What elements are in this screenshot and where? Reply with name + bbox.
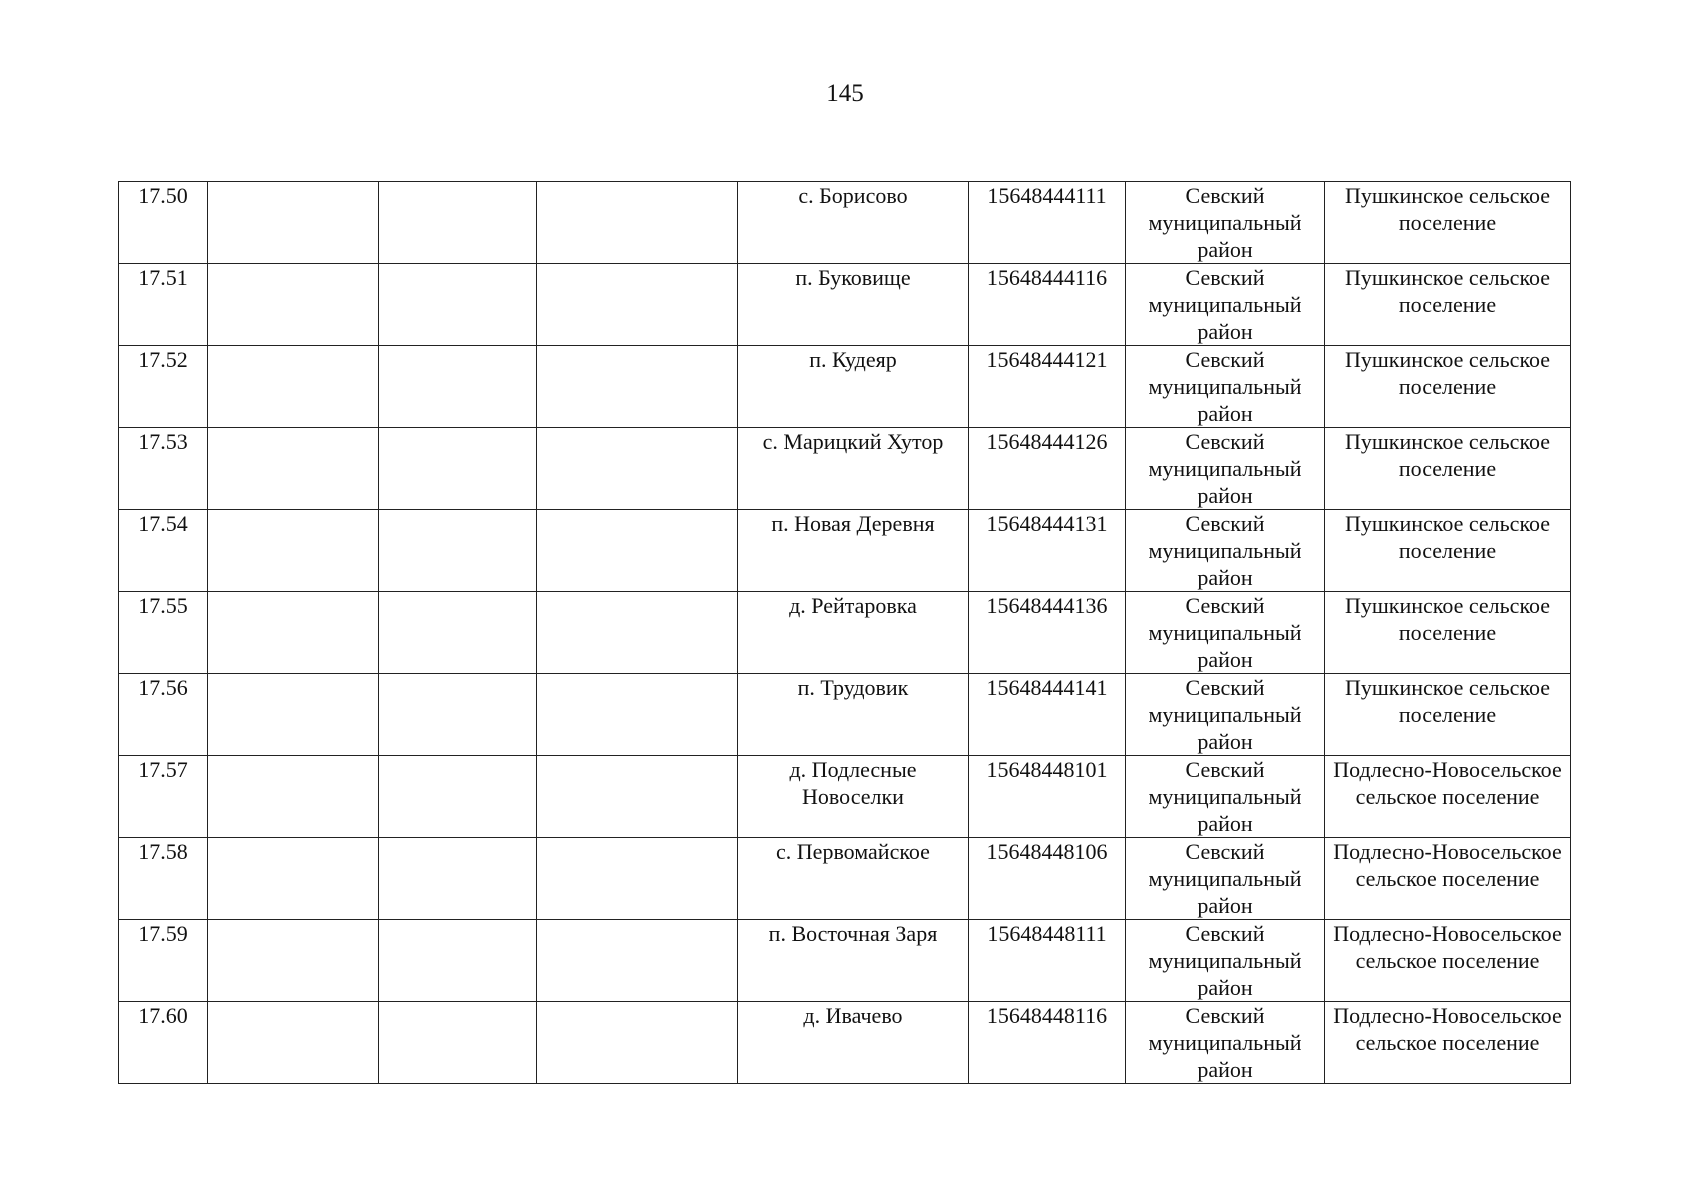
district-cell: Севский муниципальный район [1126, 182, 1325, 264]
locality-name-cell: с. Марицкий Хутор [738, 428, 969, 510]
empty-cell-2 [379, 838, 537, 920]
row-number-cell: 17.56 [119, 674, 208, 756]
locality-name-cell: д. Подлесные Новоселки [738, 756, 969, 838]
row-number-cell: 17.52 [119, 346, 208, 428]
empty-cell-3 [537, 838, 738, 920]
table-row [119, 1002, 1571, 1084]
empty-cell-1 [208, 182, 379, 264]
district-cell: Севский муниципальный район [1126, 838, 1325, 920]
locality-code-cell: 15648448116 [969, 1002, 1126, 1084]
empty-cell-1 [208, 674, 379, 756]
row-number-cell: 17.50 [119, 182, 208, 264]
empty-cell-2 [379, 1002, 537, 1084]
empty-cell-1 [208, 510, 379, 592]
empty-cell-3 [537, 756, 738, 838]
district-cell: Севский муниципальный район [1126, 264, 1325, 346]
locality-code-cell: 15648448101 [969, 756, 1126, 838]
row-number-cell: 17.53 [119, 428, 208, 510]
locality-code-cell: 15648448111 [969, 920, 1126, 1002]
locality-name-cell: д. Рейтаровка [738, 592, 969, 674]
settlements-table [118, 181, 1571, 1084]
empty-cell-3 [537, 428, 738, 510]
locality-code-cell: 15648444121 [969, 346, 1126, 428]
settlement-cell: Пушкинское сельское поселение [1325, 510, 1571, 592]
locality-code-cell: 15648448106 [969, 838, 1126, 920]
settlement-cell: Подлесно-Новосельское сельское поселение [1325, 1002, 1571, 1084]
settlement-cell: Пушкинское сельское поселение [1325, 346, 1571, 428]
empty-cell-3 [537, 920, 738, 1002]
table-row [119, 838, 1571, 920]
locality-code-cell: 15648444131 [969, 510, 1126, 592]
empty-cell-2 [379, 674, 537, 756]
district-cell: Севский муниципальный район [1126, 1002, 1325, 1084]
table-row [119, 756, 1571, 838]
settlement-cell: Подлесно-Новосельское сельское поселение [1325, 920, 1571, 1002]
row-number-cell: 17.57 [119, 756, 208, 838]
empty-cell-2 [379, 756, 537, 838]
empty-cell-3 [537, 592, 738, 674]
settlement-cell: Пушкинское сельское поселение [1325, 182, 1571, 264]
settlement-cell: Подлесно-Новосельское сельское поселение [1325, 756, 1571, 838]
district-cell: Севский муниципальный район [1126, 428, 1325, 510]
empty-cell-3 [537, 674, 738, 756]
table-row [119, 182, 1571, 264]
locality-code-cell: 15648444136 [969, 592, 1126, 674]
empty-cell-1 [208, 346, 379, 428]
table-row [119, 592, 1571, 674]
settlement-cell: Пушкинское сельское поселение [1325, 592, 1571, 674]
empty-cell-3 [537, 264, 738, 346]
table-row [119, 920, 1571, 1002]
empty-cell-1 [208, 592, 379, 674]
empty-cell-3 [537, 510, 738, 592]
row-number-cell: 17.60 [119, 1002, 208, 1084]
empty-cell-3 [537, 1002, 738, 1084]
locality-code-cell: 15648444141 [969, 674, 1126, 756]
table-row [119, 510, 1571, 592]
table-row [119, 428, 1571, 510]
empty-cell-1 [208, 428, 379, 510]
table-row [119, 264, 1571, 346]
empty-cell-2 [379, 510, 537, 592]
locality-name-cell: п. Трудовик [738, 674, 969, 756]
empty-cell-1 [208, 920, 379, 1002]
empty-cell-2 [379, 346, 537, 428]
empty-cell-1 [208, 1002, 379, 1084]
empty-cell-2 [379, 264, 537, 346]
settlement-cell: Пушкинское сельское поселение [1325, 428, 1571, 510]
row-number-cell: 17.54 [119, 510, 208, 592]
locality-code-cell: 15648444116 [969, 264, 1126, 346]
empty-cell-2 [379, 592, 537, 674]
district-cell: Севский муниципальный район [1126, 756, 1325, 838]
locality-name-cell: п. Буковище [738, 264, 969, 346]
empty-cell-2 [379, 920, 537, 1002]
locality-name-cell: с. Первомайское [738, 838, 969, 920]
empty-cell-1 [208, 756, 379, 838]
empty-cell-3 [537, 346, 738, 428]
settlement-cell: Пушкинское сельское поселение [1325, 264, 1571, 346]
locality-name-cell: с. Борисово [738, 182, 969, 264]
locality-name-cell: п. Новая Деревня [738, 510, 969, 592]
settlement-cell: Пушкинское сельское поселение [1325, 674, 1571, 756]
district-cell: Севский муниципальный район [1126, 346, 1325, 428]
locality-code-cell: 15648444111 [969, 182, 1126, 264]
locality-name-cell: п. Кудеяр [738, 346, 969, 428]
page-number: 145 [826, 80, 864, 107]
row-number-cell: 17.59 [119, 920, 208, 1002]
table-row [119, 674, 1571, 756]
district-cell: Севский муниципальный район [1126, 592, 1325, 674]
district-cell: Севский муниципальный район [1126, 510, 1325, 592]
row-number-cell: 17.58 [119, 838, 208, 920]
table-row [119, 346, 1571, 428]
locality-name-cell: п. Восточная Заря [738, 920, 969, 1002]
empty-cell-2 [379, 182, 537, 264]
locality-name-cell: д. Ивачево [738, 1002, 969, 1084]
empty-cell-2 [379, 428, 537, 510]
empty-cell-3 [537, 182, 738, 264]
empty-cell-1 [208, 264, 379, 346]
row-number-cell: 17.55 [119, 592, 208, 674]
district-cell: Севский муниципальный район [1126, 920, 1325, 1002]
empty-cell-1 [208, 838, 379, 920]
district-cell: Севский муниципальный район [1126, 674, 1325, 756]
row-number-cell: 17.51 [119, 264, 208, 346]
settlement-cell: Подлесно-Новосельское сельское поселение [1325, 838, 1571, 920]
locality-code-cell: 15648444126 [969, 428, 1126, 510]
